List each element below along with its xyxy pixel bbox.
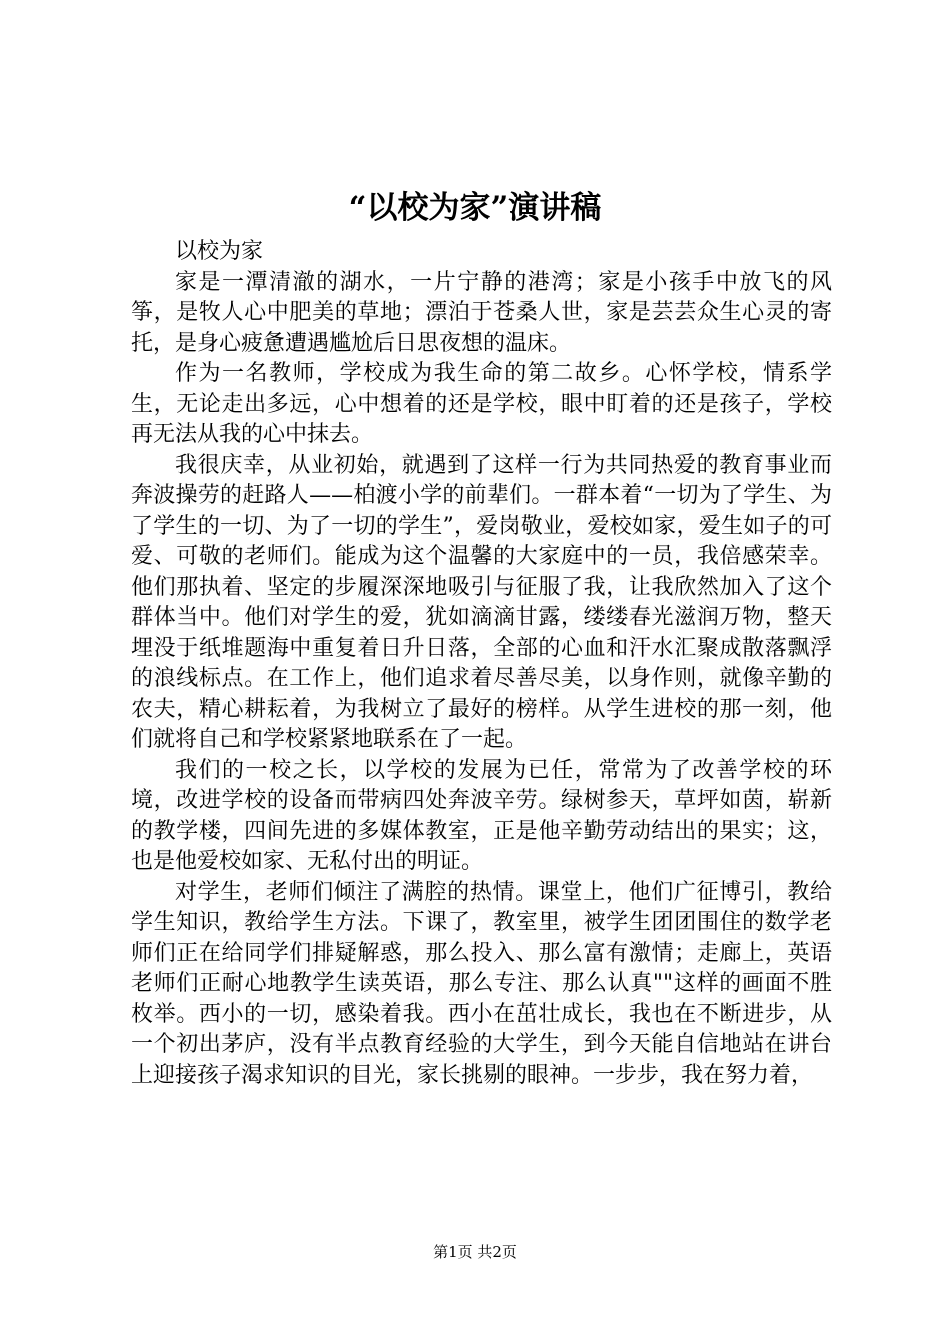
paragraph: 我们的一校之长，以学校的发展为已任，常常为了改善学校的环境，改进学校的设备而带病四处奔波辛劳。绿树参天，草坪如茵，崭新的教学楼，四间先进的多媒体教室，正是他辛勤劳动结出的果实；这，也是他爱校如家、无私付出的明证。 — [131, 757, 832, 874]
paragraph: 我很庆幸，从业初始，就遇到了这样一行为共同热爱的教育事业而奔波操劳的赶路人——柏渡小学的前辈们。一群本着“一切为了学生、为了学生的一切、为了一切的学生”，爱岗敬业，爱校如家，爱生如子的可爱、可敬的老师们。能成为这个温馨的大家庭中的一员，我倍感荣幸。他们那执着、坚定的步履深深地吸引与征服了我，让我欣然加入了这个群体当中。他们对学生的爱，犹如滴滴甘露，缕缕春光滋润万物，整天埋没于纸堆题海中重复着日升日落，全部的心血和汗水汇聚成散落飘浮的浪线标点。在工作上，他们追求着尽善尽美，以身作则，就像辛勤的农夫，精心耕耘着，为我树立了最好的榜样。从学生进校的那一刻，他们就将自己和学校紧紧地联系在了一起。 — [131, 452, 832, 752]
page-footer: 第1页 共2页 — [433, 1243, 517, 1261]
paragraph-subtitle: 以校为家 — [175, 239, 264, 264]
document-title: “以校为家”演讲稿 — [348, 190, 602, 226]
document-body — [131, 237, 832, 1091]
paragraph: 对学生，老师们倾注了满腔的热情。课堂上，他们广征博引，教给学生知识，教给学生方法。下课了，教室里，被学生团团围住的数学老师们正在给同学们排疑解惑，那么投入、那么富有激情；走廊上，英语老师们正耐心地教学生读英语，那么专注、那么认真""这样的画面不胜枚举。西小的一切，感染着我。西小在茁壮成长，我也在不断进步，从一个初出茅庐，没有半点教育经验的大学生，到今天能自信地站在讲台上迎接孩子渴求知识的目光，家长挑剔的眼神。一步步，我在努力着， — [131, 879, 832, 1088]
paragraph: 家是一潭清澈的湖水，一片宁静的港湾；家是小孩手中放飞的风筝，是牧人心中肥美的草地；漂泊于苍桑人世，家是芸芸众生心灵的寄托，是身心疲惫遭遇尴尬后日思夜想的温床。 — [131, 269, 832, 356]
paragraph: 作为一名教师，学校成为我生命的第二故乡。心怀学校，情系学生，无论走出多远，心中想着的还是学校，眼中盯着的还是孩子，学校再无法从我的心中抹去。 — [131, 361, 832, 447]
